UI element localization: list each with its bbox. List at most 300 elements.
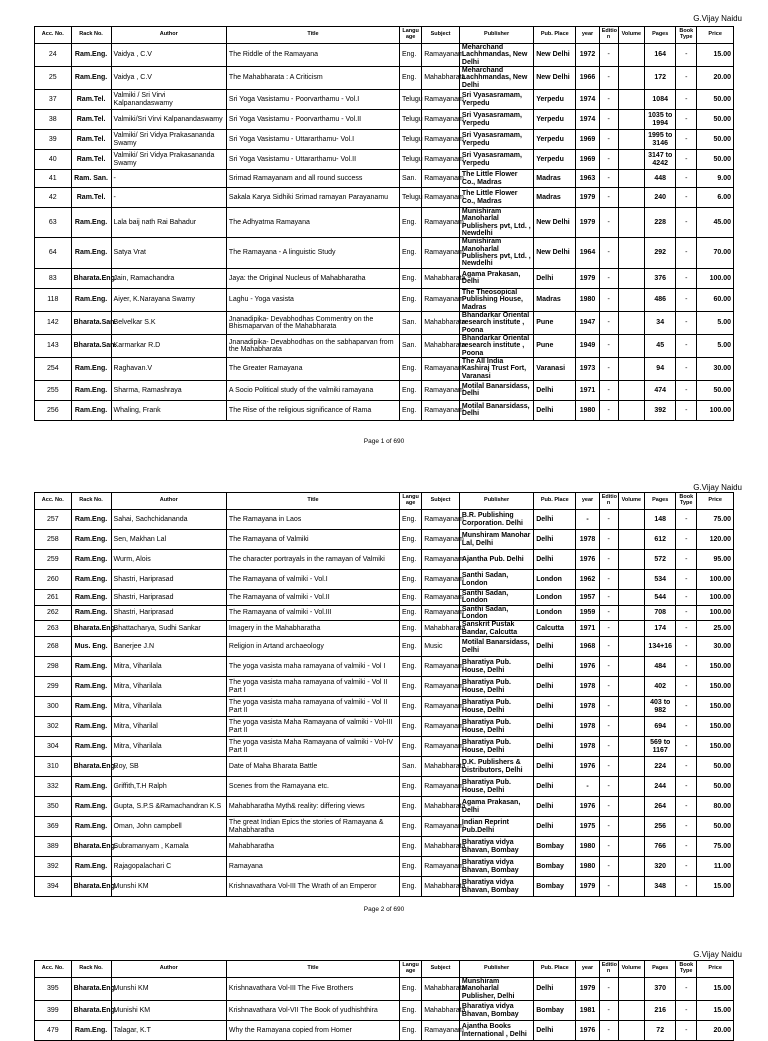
table-row xyxy=(35,311,734,334)
cell-language: Eng. xyxy=(400,837,422,857)
cell-title: The yoga vasista maha ramayana of valmiki - Vol II Part II xyxy=(226,697,399,717)
cell-pub-place: Yerpedu xyxy=(534,90,576,110)
cell-publisher: Munshiram Manoharlal Publisher, Delhi xyxy=(459,978,533,1001)
cell-subject: Ramayanam xyxy=(422,550,460,570)
cell-author: - xyxy=(111,188,226,208)
cell-rack-no: Ram.Eng. xyxy=(71,817,111,837)
cell-book-type: - xyxy=(676,757,697,777)
cell-rack-no: Ram.Tel. xyxy=(71,188,111,208)
cell-author: Karmarkar R.D xyxy=(111,334,226,357)
cell-edition: - xyxy=(599,170,618,188)
column-header-book-type: Book Type xyxy=(676,493,697,510)
cell-subject: Mahabharata xyxy=(422,757,460,777)
cell-price: 50.00 xyxy=(697,757,734,777)
cell-volume xyxy=(618,90,645,110)
column-header-price: Price xyxy=(697,961,734,978)
cell-acc-no: 37 xyxy=(35,90,72,110)
cell-subject: Ramayanam xyxy=(422,357,460,380)
cell-year: 1959 xyxy=(576,605,599,621)
cell-acc-no: 298 xyxy=(35,657,72,677)
cell-price: 15.00 xyxy=(697,1001,734,1021)
cell-subject: Ramayanam xyxy=(422,90,460,110)
cell-pub-place: Delhi xyxy=(534,510,576,530)
cell-acc-no: 254 xyxy=(35,357,72,380)
cell-pages: 94 xyxy=(645,357,676,380)
cell-rack-no: Ram.Tel. xyxy=(71,130,111,150)
cell-author: Mitra, Viharilala xyxy=(111,677,226,697)
cell-edition: - xyxy=(599,817,618,837)
cell-rack-no: Bharata.Eng. xyxy=(71,1001,111,1021)
column-header-language: Langu age xyxy=(400,27,422,44)
compiler-name: G.Vijay Naidu xyxy=(693,14,742,23)
cell-publisher: Munshiram Manohar Lal, Delhi xyxy=(459,530,533,550)
cell-pages: 224 xyxy=(645,757,676,777)
cell-author: Roy, SB xyxy=(111,757,226,777)
cell-subject: Ramayanam xyxy=(422,717,460,737)
cell-rack-no: Ram.Eng. xyxy=(71,857,111,877)
cell-subject: Ramayanam xyxy=(422,590,460,606)
cell-author: Mitra, Viharilala xyxy=(111,737,226,757)
column-header-author: Author xyxy=(111,27,226,44)
cell-price: 75.00 xyxy=(697,837,734,857)
table-row xyxy=(35,737,734,757)
cell-year: 1974 xyxy=(576,110,599,130)
cell-pages: 292 xyxy=(645,238,676,268)
cell-year: 1969 xyxy=(576,130,599,150)
cell-book-type: - xyxy=(676,817,697,837)
cell-author: Shastri, Hariprasad xyxy=(111,590,226,606)
cell-edition: - xyxy=(599,188,618,208)
cell-publisher: The All India Kashiraj Trust Fort, Varanasi xyxy=(459,357,533,380)
cell-acc-no: 395 xyxy=(35,978,72,1001)
cell-subject: Ramayanam xyxy=(422,1021,460,1041)
cell-edition: - xyxy=(599,1021,618,1041)
table-row xyxy=(35,837,734,857)
cell-price: 30.00 xyxy=(697,357,734,380)
cell-price: 5.00 xyxy=(697,334,734,357)
cell-language: Eng. xyxy=(400,268,422,288)
table-row xyxy=(35,570,734,590)
cell-rack-no: Bharata.Eng. xyxy=(71,268,111,288)
cell-pages: 34 xyxy=(645,311,676,334)
cell-acc-no: 257 xyxy=(35,510,72,530)
cell-pub-place: Pune xyxy=(534,311,576,334)
cell-year: 1969 xyxy=(576,150,599,170)
cell-rack-no: Ram.Eng. xyxy=(71,797,111,817)
cell-pages: 3147 to 4242 xyxy=(645,150,676,170)
cell-author: Mitra, Viharilala xyxy=(111,697,226,717)
cell-title: A Socio Political study of the valmiki ramayana xyxy=(226,380,399,400)
cell-year: 1980 xyxy=(576,400,599,420)
table-row xyxy=(35,110,734,130)
table-row xyxy=(35,550,734,570)
cell-author: Valmiki / Sri Virvi Kalpanandaswamy xyxy=(111,90,226,110)
cell-acc-no: 83 xyxy=(35,268,72,288)
table-row xyxy=(35,1001,734,1021)
cell-subject: Ramayanam xyxy=(422,188,460,208)
cell-publisher: The Little Flower Co., Madras xyxy=(459,188,533,208)
cell-pub-place: London xyxy=(534,605,576,621)
cell-language: Eng. xyxy=(400,288,422,311)
table-row xyxy=(35,978,734,1001)
cell-acc-no: 255 xyxy=(35,380,72,400)
cell-pages: 228 xyxy=(645,208,676,238)
cell-year: 1979 xyxy=(576,978,599,1001)
cell-book-type: - xyxy=(676,717,697,737)
cell-rack-no: Ram.Eng. xyxy=(71,657,111,677)
column-header-pages: Pages xyxy=(645,27,676,44)
cell-pages: 484 xyxy=(645,657,676,677)
cell-rack-no: Ram.Eng. xyxy=(71,737,111,757)
cell-pages: 1995 to 3146 xyxy=(645,130,676,150)
cell-volume xyxy=(618,170,645,188)
cell-rack-no: Ram.Eng. xyxy=(71,550,111,570)
cell-book-type: - xyxy=(676,605,697,621)
cell-subject: Ramayanam xyxy=(422,857,460,877)
cell-year: 1976 xyxy=(576,657,599,677)
table-row xyxy=(35,637,734,657)
cell-title: Religion in Artand archaeology xyxy=(226,637,399,657)
cell-year: 1978 xyxy=(576,530,599,550)
cell-subject: Mahabharata xyxy=(422,334,460,357)
cell-language: Eng. xyxy=(400,677,422,697)
cell-volume xyxy=(618,357,645,380)
cell-title: Date of Maha Bharata Battle xyxy=(226,757,399,777)
cell-price: 25.00 xyxy=(697,621,734,637)
cell-book-type: - xyxy=(676,590,697,606)
cell-volume xyxy=(618,637,645,657)
cell-edition: - xyxy=(599,757,618,777)
cell-title: Krishnavathara Vol-III The Five Brothers xyxy=(226,978,399,1001)
table-row xyxy=(35,877,734,897)
cell-author: Bhattacharya, Sudhi Sankar xyxy=(111,621,226,637)
cell-title: Sri Yoga Vasistamu - Uttararthamu- Vol.II xyxy=(226,150,399,170)
cell-pub-place: Pune xyxy=(534,334,576,357)
cell-publisher: Bharatiya vidya Bhavan, Bombay xyxy=(459,1001,533,1021)
table-row xyxy=(35,400,734,420)
cell-title: The Riddle of the Ramayana xyxy=(226,44,399,67)
column-header-rack-no: Rack No. xyxy=(71,493,111,510)
cell-volume xyxy=(618,797,645,817)
table-row xyxy=(35,188,734,208)
cell-pub-place: Bombay xyxy=(534,1001,576,1021)
cell-pub-place: Delhi xyxy=(534,657,576,677)
cell-pages: 534 xyxy=(645,570,676,590)
cell-title: The character portrayals in the ramayan of Valmiki xyxy=(226,550,399,570)
table-row xyxy=(35,677,734,697)
cell-author: Aiyer, K.Narayana Swamy xyxy=(111,288,226,311)
cell-author: Subramanyam , Kamala xyxy=(111,837,226,857)
table-row xyxy=(35,717,734,737)
cell-price: 150.00 xyxy=(697,657,734,677)
cell-book-type: - xyxy=(676,288,697,311)
table-row xyxy=(35,817,734,837)
cell-pub-place: London xyxy=(534,590,576,606)
cell-volume xyxy=(618,288,645,311)
cell-rack-no: Ram.Eng. xyxy=(71,717,111,737)
cell-author: Munshi KM xyxy=(111,877,226,897)
page-footer: Page 1 of 690 xyxy=(363,438,405,445)
cell-edition: - xyxy=(599,737,618,757)
cell-volume xyxy=(618,677,645,697)
cell-rack-no: Ram.Eng. xyxy=(71,357,111,380)
cell-book-type: - xyxy=(676,400,697,420)
cell-title: The Rise of the religious significance of Rama xyxy=(226,400,399,420)
cell-pages: 348 xyxy=(645,877,676,897)
cell-language: Telugu xyxy=(400,188,422,208)
cell-language: San. xyxy=(400,757,422,777)
cell-author: Rajagopalachari C xyxy=(111,857,226,877)
cell-price: 100.00 xyxy=(697,570,734,590)
column-header-edition: Editio n xyxy=(599,961,618,978)
cell-publisher: The Theosopical Publishing House, Madras xyxy=(459,288,533,311)
table-row xyxy=(35,334,734,357)
cell-price: 15.00 xyxy=(697,877,734,897)
cell-pages: 572 xyxy=(645,550,676,570)
cell-language: Eng. xyxy=(400,357,422,380)
cell-edition: - xyxy=(599,1001,618,1021)
column-header-rack-no: Rack No. xyxy=(71,27,111,44)
cell-price: 80.00 xyxy=(697,797,734,817)
cell-pub-place: Delhi xyxy=(534,268,576,288)
cell-edition: - xyxy=(599,208,618,238)
cell-title: The Mahabharata : A Criticism xyxy=(226,67,399,90)
cell-title: Krishnavathara Vol-III The Wrath of an Emperor xyxy=(226,877,399,897)
cell-author: Sen, Makhan Lal xyxy=(111,530,226,550)
table-row xyxy=(35,90,734,110)
cell-title: The Adhyatma Ramayana xyxy=(226,208,399,238)
cell-title: Why the Ramayana copied from Homer xyxy=(226,1021,399,1041)
cell-publisher: Ajantha Books International , Delhi xyxy=(459,1021,533,1041)
cell-language: Eng. xyxy=(400,621,422,637)
column-header-title: Title xyxy=(226,493,399,510)
cell-pub-place: Varanasi xyxy=(534,357,576,380)
cell-language: Eng. xyxy=(400,400,422,420)
cell-rack-no: Mus. Eng. xyxy=(71,637,111,657)
cell-edition: - xyxy=(599,605,618,621)
cell-volume xyxy=(618,400,645,420)
cell-volume xyxy=(618,510,645,530)
cell-publisher: Motilal Banarsidass, Delhi xyxy=(459,380,533,400)
cell-publisher: Munishiram Manoharlal Publishers pvt, Ltd. , Newdelhi xyxy=(459,208,533,238)
column-header-author: Author xyxy=(111,961,226,978)
cell-year: 1957 xyxy=(576,590,599,606)
cell-price: 60.00 xyxy=(697,288,734,311)
cell-language: Eng. xyxy=(400,1021,422,1041)
cell-pages: 264 xyxy=(645,797,676,817)
table-row xyxy=(35,44,734,67)
cell-author: - xyxy=(111,170,226,188)
cell-publisher: Sri Vyasasramam, Yerpedu xyxy=(459,150,533,170)
cell-subject: Ramayanam xyxy=(422,817,460,837)
cell-rack-no: Ram.Eng. xyxy=(71,208,111,238)
cell-title: Sri Yoga Vasistamu - Poorvarthamu - Vol.I xyxy=(226,90,399,110)
cell-acc-no: 42 xyxy=(35,188,72,208)
cell-publisher: Meharchand Lachhmandas, New Delhi xyxy=(459,67,533,90)
cell-acc-no: 299 xyxy=(35,677,72,697)
compiler-name: G.Vijay Naidu xyxy=(693,483,742,492)
cell-acc-no: 40 xyxy=(35,150,72,170)
cell-edition: - xyxy=(599,797,618,817)
cell-book-type: - xyxy=(676,677,697,697)
cell-acc-no: 369 xyxy=(35,817,72,837)
cell-language: Eng. xyxy=(400,380,422,400)
cell-book-type: - xyxy=(676,170,697,188)
cell-pub-place: Delhi xyxy=(534,737,576,757)
table-row xyxy=(35,777,734,797)
cell-edition: - xyxy=(599,717,618,737)
cell-author: Sahai, Sachchidananda xyxy=(111,510,226,530)
cell-acc-no: 24 xyxy=(35,44,72,67)
cell-pages: 216 xyxy=(645,1001,676,1021)
cell-publisher: Bharatiya Pub. House, Delhi xyxy=(459,737,533,757)
cell-book-type: - xyxy=(676,188,697,208)
cell-volume xyxy=(618,238,645,268)
cell-rack-no: Ram.Eng. xyxy=(71,67,111,90)
cell-title: Imagery in the Mahabharatha xyxy=(226,621,399,637)
table-row xyxy=(35,268,734,288)
cell-edition: - xyxy=(599,238,618,268)
cell-language: Eng. xyxy=(400,978,422,1001)
cell-rack-no: Ram.Eng. xyxy=(71,1021,111,1041)
cell-subject: Mahabharata xyxy=(422,67,460,90)
cell-year: 1966 xyxy=(576,67,599,90)
cell-rack-no: Ram.Eng. xyxy=(71,510,111,530)
cell-subject: Ramayanam xyxy=(422,677,460,697)
column-header-year: year xyxy=(576,27,599,44)
cell-volume xyxy=(618,717,645,737)
cell-volume xyxy=(618,311,645,334)
cell-edition: - xyxy=(599,570,618,590)
column-header-pages: Pages xyxy=(645,961,676,978)
cell-acc-no: 142 xyxy=(35,311,72,334)
catalog-table xyxy=(34,492,734,897)
cell-subject: Ramayanam xyxy=(422,605,460,621)
cell-pub-place: Delhi xyxy=(534,777,576,797)
cell-pages: 174 xyxy=(645,621,676,637)
cell-publisher: Motilal Banarsidass, Delhi xyxy=(459,637,533,657)
table-row xyxy=(35,590,734,606)
cell-acc-no: 143 xyxy=(35,334,72,357)
cell-publisher: Meharchand Lachhmandas, New Delhi xyxy=(459,44,533,67)
cell-publisher: Bharatiya Pub. House, Delhi xyxy=(459,777,533,797)
cell-pages: 256 xyxy=(645,817,676,837)
cell-language: Telugu xyxy=(400,110,422,130)
cell-subject: Ramayanam xyxy=(422,570,460,590)
cell-author: Valmiki/ Sri Vidya Prakasananda Swamy xyxy=(111,150,226,170)
compiler-name: G.Vijay Naidu xyxy=(693,950,742,959)
cell-publisher: Bharatiya Pub. House, Delhi xyxy=(459,697,533,717)
cell-year: 1947 xyxy=(576,311,599,334)
cell-subject: Ramayanam xyxy=(422,110,460,130)
cell-author: Belvelkar S.K xyxy=(111,311,226,334)
cell-language: Telugu xyxy=(400,150,422,170)
cell-subject: Mahabharata xyxy=(422,877,460,897)
cell-language: Eng. xyxy=(400,817,422,837)
column-header-year: year xyxy=(576,493,599,510)
cell-volume xyxy=(618,570,645,590)
cell-title: The yoga vasista maha ramayana of valmiki - Vol I xyxy=(226,657,399,677)
cell-edition: - xyxy=(599,510,618,530)
cell-language: Eng. xyxy=(400,737,422,757)
cell-author: Wurm, Alois xyxy=(111,550,226,570)
cell-year: 1962 xyxy=(576,570,599,590)
cell-year: 1979 xyxy=(576,208,599,238)
cell-price: 11.00 xyxy=(697,857,734,877)
cell-year: 1979 xyxy=(576,877,599,897)
cell-year: 1980 xyxy=(576,837,599,857)
cell-subject: Ramayanam xyxy=(422,44,460,67)
cell-pub-place: London xyxy=(534,570,576,590)
cell-volume xyxy=(618,657,645,677)
cell-publisher: Bharatiya Pub. House, Delhi xyxy=(459,677,533,697)
cell-publisher: The Little Flower Co., Madras xyxy=(459,170,533,188)
cell-price: 15.00 xyxy=(697,44,734,67)
cell-pages: 708 xyxy=(645,605,676,621)
table-row xyxy=(35,605,734,621)
table-row xyxy=(35,857,734,877)
cell-year: 1975 xyxy=(576,817,599,837)
cell-year: 1980 xyxy=(576,288,599,311)
column-header-author: Author xyxy=(111,493,226,510)
cell-pages: 172 xyxy=(645,67,676,90)
cell-language: Eng. xyxy=(400,877,422,897)
cell-rack-no: Bharata.Eng. xyxy=(71,837,111,857)
cell-author: Valmiki/Sri Virvi Kalpanandaswamy xyxy=(111,110,226,130)
cell-acc-no: 263 xyxy=(35,621,72,637)
cell-acc-no: 479 xyxy=(35,1021,72,1041)
cell-author: Satya Vrat xyxy=(111,238,226,268)
cell-edition: - xyxy=(599,837,618,857)
table-row xyxy=(35,657,734,677)
cell-acc-no: 259 xyxy=(35,550,72,570)
table-row xyxy=(35,288,734,311)
cell-price: 150.00 xyxy=(697,737,734,757)
cell-pub-place: New Delhi xyxy=(534,208,576,238)
column-header-subject: Subject xyxy=(422,493,460,510)
cell-language: San. xyxy=(400,170,422,188)
cell-pages: 766 xyxy=(645,837,676,857)
cell-acc-no: 399 xyxy=(35,1001,72,1021)
cell-book-type: - xyxy=(676,877,697,897)
table-row xyxy=(35,357,734,380)
cell-publisher: Ajantha Pub. Delhi xyxy=(459,550,533,570)
cell-volume xyxy=(618,150,645,170)
cell-volume xyxy=(618,208,645,238)
cell-publisher: Bharatiya vidya Bhavan, Bombay xyxy=(459,877,533,897)
cell-volume xyxy=(618,621,645,637)
cell-author: Jain, Ramachandra xyxy=(111,268,226,288)
column-header-book-type: Book Type xyxy=(676,961,697,978)
cell-rack-no: Ram.Eng. xyxy=(71,605,111,621)
cell-price: 150.00 xyxy=(697,677,734,697)
table-row xyxy=(35,797,734,817)
cell-edition: - xyxy=(599,288,618,311)
cell-pub-place: Delhi xyxy=(534,530,576,550)
cell-volume xyxy=(618,817,645,837)
cell-book-type: - xyxy=(676,637,697,657)
cell-edition: - xyxy=(599,590,618,606)
cell-publisher: Sri Vyasasramam, Yerpedu xyxy=(459,110,533,130)
cell-title: Srimad Ramayanam and all round success xyxy=(226,170,399,188)
cell-year: - xyxy=(576,510,599,530)
cell-acc-no: 261 xyxy=(35,590,72,606)
cell-book-type: - xyxy=(676,978,697,1001)
cell-pub-place: Delhi xyxy=(534,637,576,657)
cell-author: Shastri, Hariprasad xyxy=(111,605,226,621)
table-row xyxy=(35,130,734,150)
cell-pub-place: Yerpedu xyxy=(534,110,576,130)
